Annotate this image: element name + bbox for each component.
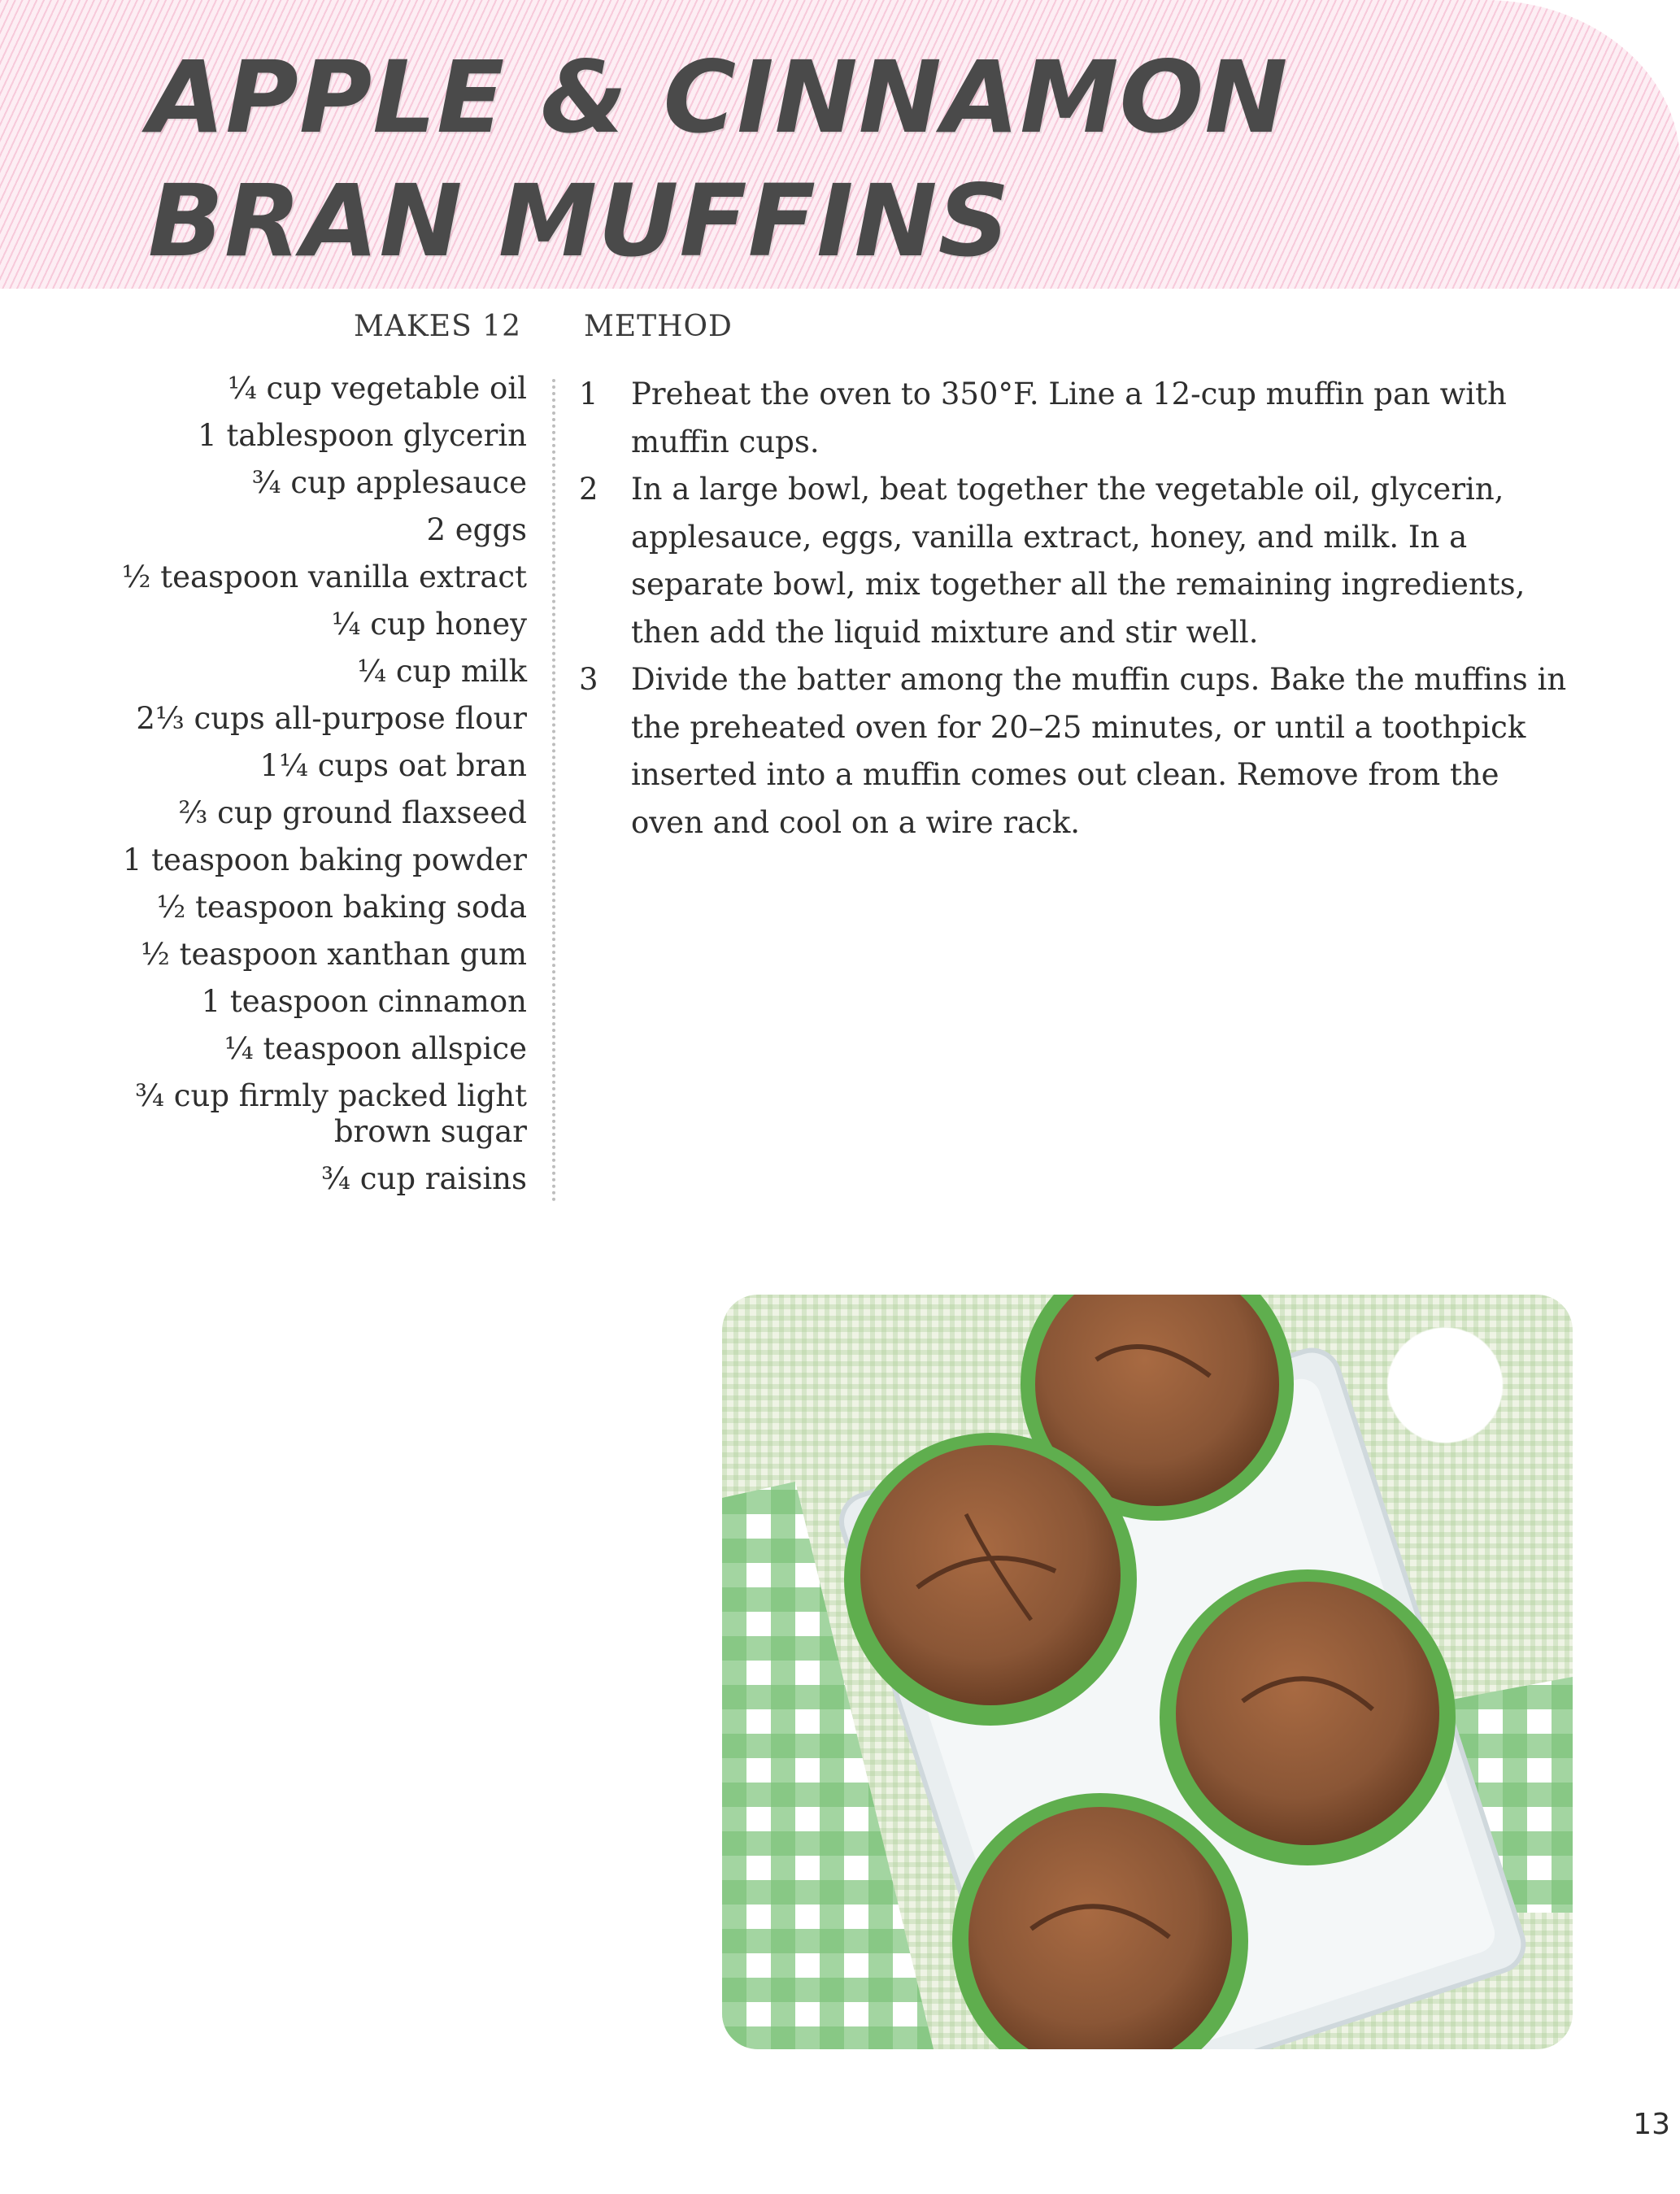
method-steps xyxy=(579,371,1571,847)
ingredient-item: 1 tablespoon glycerin xyxy=(198,418,527,453)
ingredient-item-line-2: brown sugar xyxy=(333,1114,527,1149)
step-text: In a large bowl, beat together the vegetable oil, glycerin, applesauce, eggs, vanilla extract, honey, and milk. In a separate bowl, mix together all the remaining ingredients, then add the liquid mixture and stir well. xyxy=(631,472,1525,650)
muffin xyxy=(1160,1569,1456,1865)
ingredient-item: ¾ cup raisins xyxy=(321,1161,527,1196)
ingredient-item: ¼ teaspoon allspice xyxy=(224,1031,527,1066)
method-step xyxy=(579,466,1571,656)
page-number: 13 xyxy=(1633,2108,1670,2141)
ingredient-item: ½ teaspoon vanilla extract xyxy=(121,559,527,594)
ingredient-item: ⅔ cup ground flaxseed xyxy=(178,795,527,830)
step-text: Divide the batter among the muffin cups. Bake the muffins in the preheated oven for 20–25 minutes, or until a toothpick inserted into a muffin comes out clean. Remove from the oven and cool on a wire rack. xyxy=(631,662,1567,840)
recipe-title xyxy=(148,36,1288,283)
ingredient-item: 1 teaspoon baking powder xyxy=(122,842,527,877)
step-number: 1 xyxy=(579,377,598,411)
ingredient-item: 1 teaspoon cinnamon xyxy=(201,984,527,1019)
ingredient-item: 2 eggs xyxy=(426,512,527,547)
step-number: 2 xyxy=(579,472,598,507)
method-heading: METHOD xyxy=(584,310,733,343)
recipe-title-line-2: BRAN MUFFINS xyxy=(148,163,1011,279)
ingredient-item: ½ teaspoon baking soda xyxy=(156,890,527,925)
ingredient-list xyxy=(81,371,527,1208)
muffins-illustration xyxy=(722,1295,1573,2049)
step-number: 3 xyxy=(579,662,598,697)
ingredient-item-line-1: ¾ cup firmly packed light xyxy=(135,1078,527,1113)
ingredient-item: ¼ cup vegetable oil xyxy=(227,371,527,406)
ingredient-item: 1¼ cups oat bran xyxy=(259,748,527,783)
method-step xyxy=(579,656,1571,847)
ingredient-item: ½ teaspoon xanthan gum xyxy=(141,937,527,972)
yield-label: MAKES 12 xyxy=(354,310,521,343)
ingredient-item xyxy=(81,1078,527,1150)
ingredient-item: ¼ cup honey xyxy=(331,607,527,642)
muffins-photo xyxy=(722,1295,1573,2049)
column-divider xyxy=(552,379,555,1202)
step-text: Preheat the oven to 350°F. Line a 12-cup muffin pan with muffin cups. xyxy=(631,377,1507,459)
method-step xyxy=(579,371,1571,466)
ingredient-item: 2⅓ cups all-purpose flour xyxy=(136,701,527,736)
ingredient-item: ¼ cup milk xyxy=(357,654,527,689)
muffin xyxy=(844,1433,1137,1726)
recipe-title-line-1: APPLE & CINNAMON xyxy=(148,40,1289,155)
ingredient-item: ¾ cup applesauce xyxy=(251,465,527,500)
